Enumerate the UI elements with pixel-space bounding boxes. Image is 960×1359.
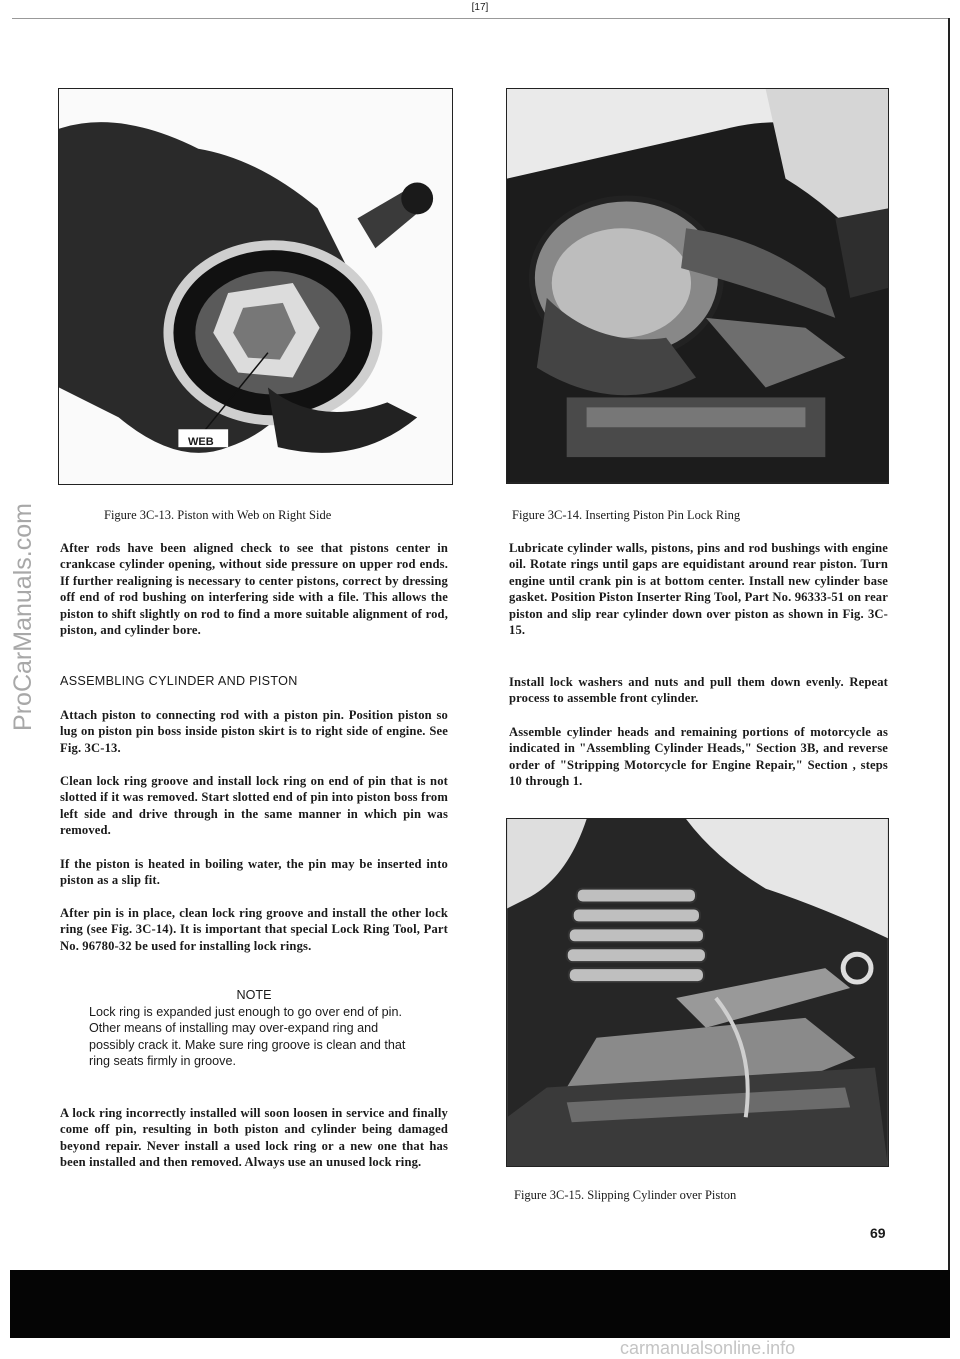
- right-paragraph-2: Install lock washers and nuts and pull them down evenly. Repeat process to assemble front cylinder.: [509, 675, 888, 706]
- figure-3c-13-photo: [58, 88, 453, 485]
- right-paragraph-3: Assemble cylinder heads and remaining portions of motorcycle as indicated in "Assembling Cylinder Heads," Section 3B, and reverse order of "Stripping Motorcycle for Engine Repair," Section , steps 10 through 1.: [509, 725, 888, 789]
- note-title: NOTE: [236, 988, 272, 1002]
- left-paragraph-4: If the piston is heated in boiling water, the pin may be inserted into piston as a slip fit.: [60, 857, 448, 888]
- side-watermark: ProCarManuals.com: [9, 503, 37, 731]
- footer-watermark: carmanualsonline.info: [620, 1338, 796, 1358]
- left-paragraph-5: After pin is in place, clean lock ring groove and install the other lock ring (see Fig. 3C-14). It is important that special Lock Ring Tool, Part No. 96780-32 be used for installing lock rings.: [60, 906, 448, 953]
- note-body: Lock ring is expanded just enough to go over end of pin. Other means of installing may over-expand ring and possibly crack it. Make sure ring groove is clean and that ring seats firmly in groove.: [89, 1005, 406, 1069]
- web-label: WEB: [188, 436, 214, 448]
- cylinder-over-piston-photo: [507, 819, 888, 1166]
- page-marker: [17]: [471, 2, 489, 13]
- piston-photo-illustration: [59, 89, 452, 484]
- figure-3c-15-photo: [506, 818, 889, 1167]
- figure-3c-15-caption: Figure 3C-15. Slipping Cylinder over Piston: [514, 1188, 737, 1202]
- figure-3c-14-caption: Figure 3C-14. Inserting Piston Pin Lock Ring: [512, 508, 741, 522]
- right-paragraph-1: Lubricate cylinder walls, pistons, pins and rod bushings with engine oil. Rotate rings until gaps are equidistant around rear piston. Turn engine until crank pin is at bottom center. Install new cylinder base gasket. Position Piston Inserter Ring Tool, Part No. 96333-51 on rear piston and slip rear cylinder down over piston as shown in Fig. 3C-15.: [509, 541, 888, 638]
- section-heading: ASSEMBLING CYLINDER AND PISTON: [60, 674, 298, 688]
- left-paragraph-2: Attach piston to connecting rod with a piston pin. Position piston so lug on piston pin boss inside piston skirt is to right side of engine. See Fig. 3C-13.: [60, 708, 448, 755]
- left-paragraph-1: After rods have been aligned check to see that pistons center in crankcase cylinder opening, without side pressure on upper rod ends. If further realigning is necessary to center pistons, correct by dressing off end of rod bushing on interfering side with a file. This allows the piston to shift slightly on rod to find a more suitable alignment of rod, piston, and cylinder bore.: [60, 541, 448, 638]
- figure-3c-13-caption: Figure 3C-13. Piston with Web on Right Side: [104, 508, 332, 522]
- page-number: 69: [870, 1225, 886, 1241]
- left-paragraph-3: Clean lock ring groove and install lock ring on end of pin that is not slotted if it was removed. Start slotted end of pin into piston boss from left side and drive through in the same manner in which pin was removed.: [60, 774, 448, 838]
- top-rule: [12, 18, 948, 19]
- figure-3c-14-photo: [506, 88, 889, 484]
- left-paragraph-6: A lock ring incorrectly installed will soon loosen in service and finally come off pin, resulting in both piston and cylinder being damaged beyond repair. Never install a used lock ring or a new one that has been installed and then removed. Always use an unused lock ring.: [60, 1106, 448, 1170]
- right-edge-rule: [948, 18, 950, 1338]
- bottom-black-bar: [10, 1270, 950, 1338]
- piston-pin-lock-ring-photo: [507, 89, 888, 483]
